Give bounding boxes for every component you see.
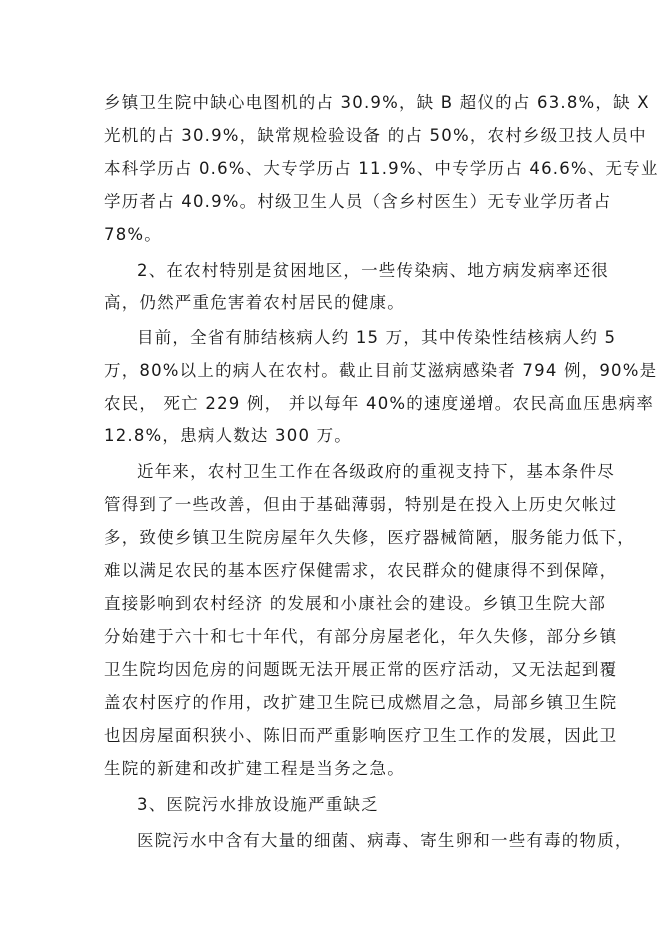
text-line: 管得到了一些改善，但由于基础薄弱，特别是在投入上历史欠帐过	[104, 495, 618, 514]
text-line: 医院污水中含有大量的细菌、病毒、寄生卵和一些有毒的物质，	[137, 831, 633, 850]
text-line: 目前，全省有肺结核病人约 15 万，其中传染性结核病人约 5	[137, 328, 617, 347]
paragraph-heading-2: 2、在农村特别是贫困地区，一些传染病、地方病发病率还很	[137, 261, 609, 280]
text-line: 也因房屋面积狭小、陈旧而严重影响医疗卫生工作的发展，因此卫	[104, 726, 618, 745]
text-line: 多，致使乡镇卫生院房屋年久失修，医疗器械简陋，服务能力低下，	[104, 528, 635, 547]
text-line: 12.8%，患病人数达 300 万。	[104, 426, 352, 445]
text-line: 乡镇卫生院中缺心电图机的占 30.9%，缺 B 超仪的占 63.8%，缺 X	[104, 93, 650, 112]
text-line: 学历者占 40.9%。村级卫生人员（含乡村医生）无专业学历者占	[104, 192, 612, 211]
text-line: 直接影响到农村经济 的发展和小康社会的建设。乡镇卫生院大部	[104, 594, 607, 613]
text-line: 农民， 死亡 229 例， 并以每年 40%的速度递增。农民高血压患病率	[104, 394, 655, 413]
text-line: 万，80%以上的病人在农村。截止目前艾滋病感染者 794 例，90%是	[104, 361, 658, 380]
text-line: 分始建于六十和七十年代，有部分房屋老化，年久失修，部分乡镇	[104, 627, 618, 646]
text-line: 近年来，农村卫生工作在各级政府的重视支持下，基本条件尽	[137, 462, 615, 481]
text-line: 卫生院均因危房的问题既无法开展正常的医疗活动，又无法起到覆	[104, 660, 618, 679]
text-line: 难以满足农民的基本医疗保健需求，农民群众的健康得不到保障，	[104, 561, 618, 580]
paragraph-heading-3: 3、医院污水排放设施严重缺乏	[137, 795, 379, 814]
text-line: 高，仍然严重危害着农村居民的健康。	[104, 293, 405, 312]
text-line: 78%。	[104, 225, 162, 244]
text-line: 本科学历占 0.6%、大专学历占 11.9%、中专学历占 46.6%、无专业	[104, 159, 659, 178]
text-line: 生院的新建和改扩建工程是当务之急。	[104, 759, 405, 778]
text-line: 盖农村医疗的作用，改扩建卫生院已成燃眉之急，局部乡镇卫生院	[104, 693, 618, 712]
text-line: 光机的占 30.9%，缺常规检验设备 的占 50%，农村乡级卫技人员中	[104, 126, 647, 145]
